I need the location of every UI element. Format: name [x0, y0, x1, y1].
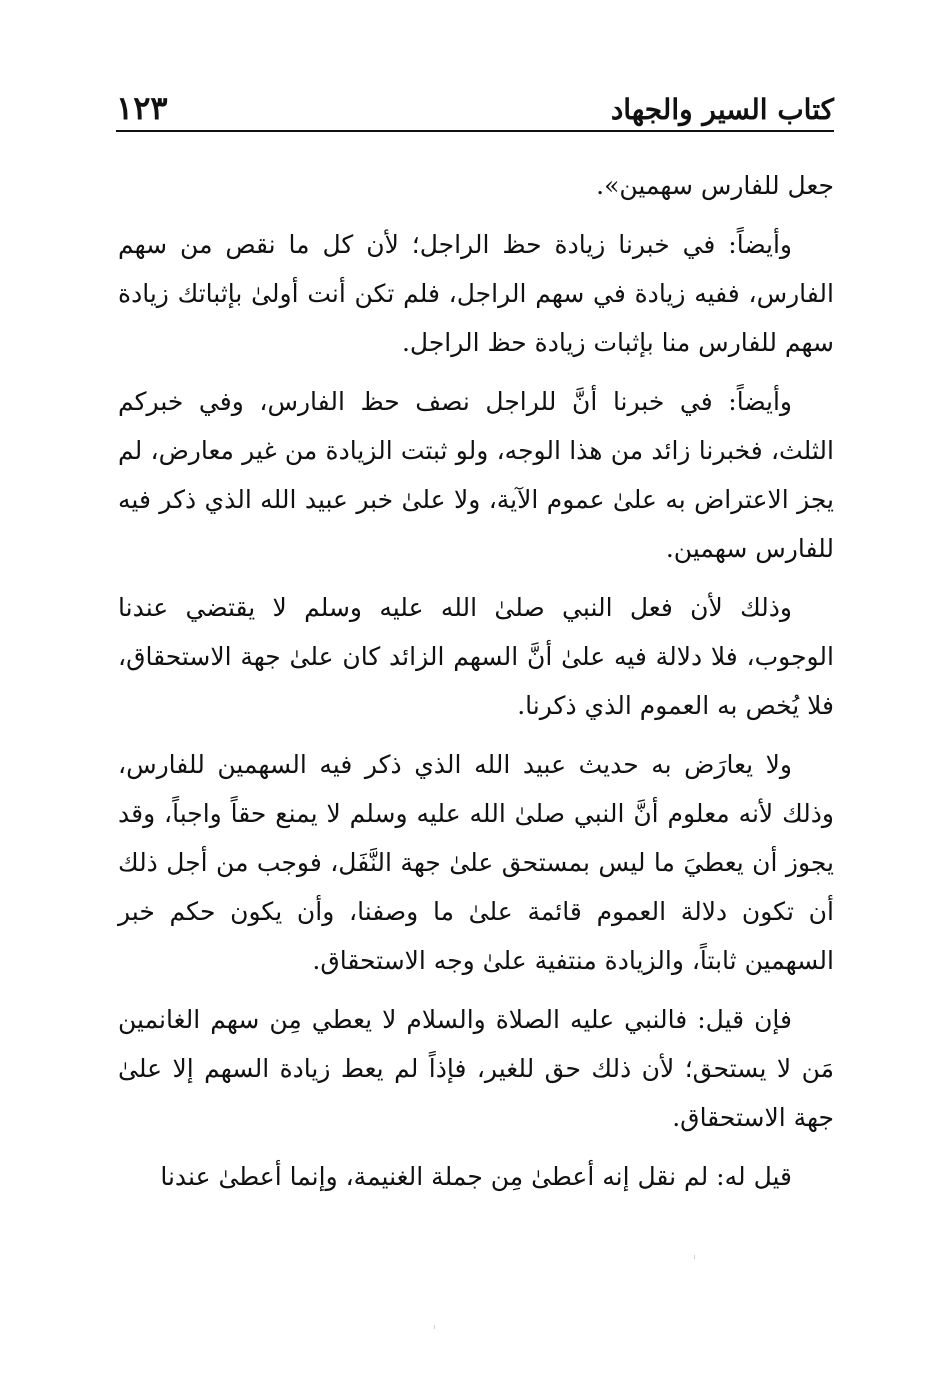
paragraph: وأيضاً: في خبرنا أنَّ للراجل نصف حظ الفارس، وفي خبركم الثلث، فخبرنا زائد من هذا الوجه، ولو ثبتت الزيادة من غير معارض، لم يجز الاعتراض به علىٰ عموم الآية، ولا علىٰ خبر عبيد الله الذي ذكر فيه للفارس سهمين.: [118, 387, 834, 563]
running-header-title: كتاب السير والجهاد: [610, 93, 834, 126]
scan-speck: [434, 1325, 435, 1329]
page-body-text: [118, 161, 834, 1201]
paragraph-continuation: جعل للفارس سهمين».: [596, 171, 834, 200]
paragraph: قيل له: لم نقل إنه أعطىٰ مِن جملة الغنيمة، وإنما أعطىٰ عندنا: [160, 1162, 792, 1191]
page-number: ١٢٣: [116, 89, 168, 127]
paragraph: ولا يعارَض به حديث عبيد الله الذي ذكر فيه السهمين للفارس، وذلك لأنه معلوم أنَّ النبي صلىٰ الله عليه وسلم لا يمنع حقاً واجباً، وقد يجوز أن يعطيَ ما ليس بمستحق علىٰ جهة النَّفَل، فوجب من أجل ذلك أن تكون دلالة العموم قائمة علىٰ ما وصفنا، وأن يكون حكم خبر السهمين ثابتاً، والزيادة منتفية علىٰ وجه الاستحقاق.: [118, 750, 834, 975]
paragraph: فإن قيل: فالنبي عليه الصلاة والسلام لا يعطي مِن سهم الغانمين مَن لا يستحق؛ لأن ذلك حق للغير، فإذاً لم يعط زيادة السهم إلا علىٰ جهة الاستحقاق.: [118, 1005, 834, 1132]
scan-speck: [694, 1255, 695, 1259]
page-header: [116, 86, 834, 132]
paragraph: وذلك لأن فعل النبي صلىٰ الله عليه وسلم لا يقتضي عندنا الوجوب، فلا دلالة فيه علىٰ أنَّ السهم الزائد كان علىٰ جهة الاستحقاق، فلا يُخص به العموم الذي ذكرنا.: [118, 593, 834, 720]
paragraph: وأيضاً: في خبرنا زيادة حظ الراجل؛ لأن كل ما نقص من سهم الفارس، ففيه زيادة في سهم الراجل، فلم تكن أنت أولىٰ بإثباتك زيادة سهم للفارس منا بإثبات زيادة حظ الراجل.: [118, 230, 834, 357]
